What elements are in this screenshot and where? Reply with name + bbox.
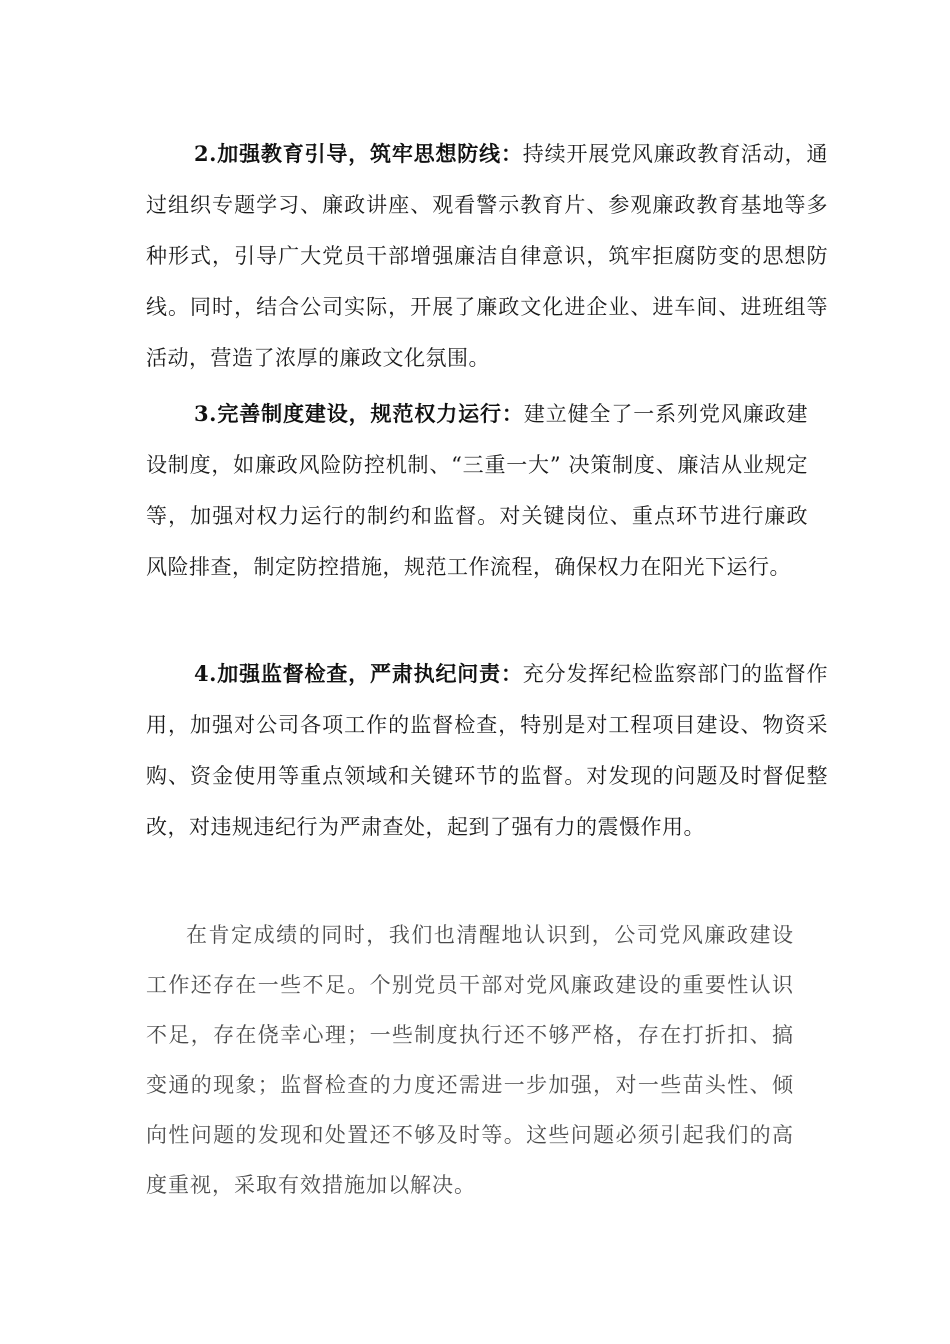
paragraph-supervision [146, 648, 828, 853]
paragraph-heading: 3.完善制度建设，规范权力运行： [194, 401, 524, 426]
paragraph-body: 建立健全了一系列党风廉政建设制度，如廉政风险防控机制、“三重一大” 决策制度、廉洁从业规定等，加强对权力运行的制约和监督。对关键岗位、重点环节进行廉政风险排查，制定防控措施，规范工作流程，确保权力在阳光下运行。 [146, 402, 809, 579]
paragraph-body: 持续开展党风廉政教育活动，通过组织专题学习、廉政讲座、观看警示教育片、参观廉政教育基地等多种形式，引导广大党员干部增强廉洁自律意识，筑牢拒腐防变的思想防线。同时，结合公司实际，开展了廉政文化进企业、进车间、进班组等活动，营造了浓厚的廉政文化氛围。 [146, 142, 829, 370]
paragraph-body: 充分发挥纪检监察部门的监督作用，加强对公司各项工作的监督检查，特别是对工程项目建设、物资采购、资金使用等重点领域和关键环节的监督。对发现的问题及时督促整改，对违规违纪行为严肃查处，起到了强有力的震慑作用。 [146, 662, 829, 839]
paragraph-heading: 4.加强监督检查，严肃执纪问责： [194, 661, 523, 686]
paragraph-education [146, 128, 828, 384]
paragraph-system-building [146, 388, 808, 593]
paragraph-heading: 2.加强教育引导，筑牢思想防线： [194, 141, 523, 166]
paragraph-shortcomings [146, 910, 794, 1210]
paragraph-body: 在肯定成绩的同时，我们也清醒地认识到，公司党风廉政建设工作还存在一些不足。个别党员干部对党风廉政建设的重要性认识不足，存在侥幸心理；一些制度执行还不够严格，存在打折扣、搞变通的现象；监督检查的力度还需进一步加强，对一些苗头性、倾向性问题的发现和处置还不够及时等。这些问题必须引起我们的高度重视，采取有效措施加以解决。 [146, 923, 794, 1197]
